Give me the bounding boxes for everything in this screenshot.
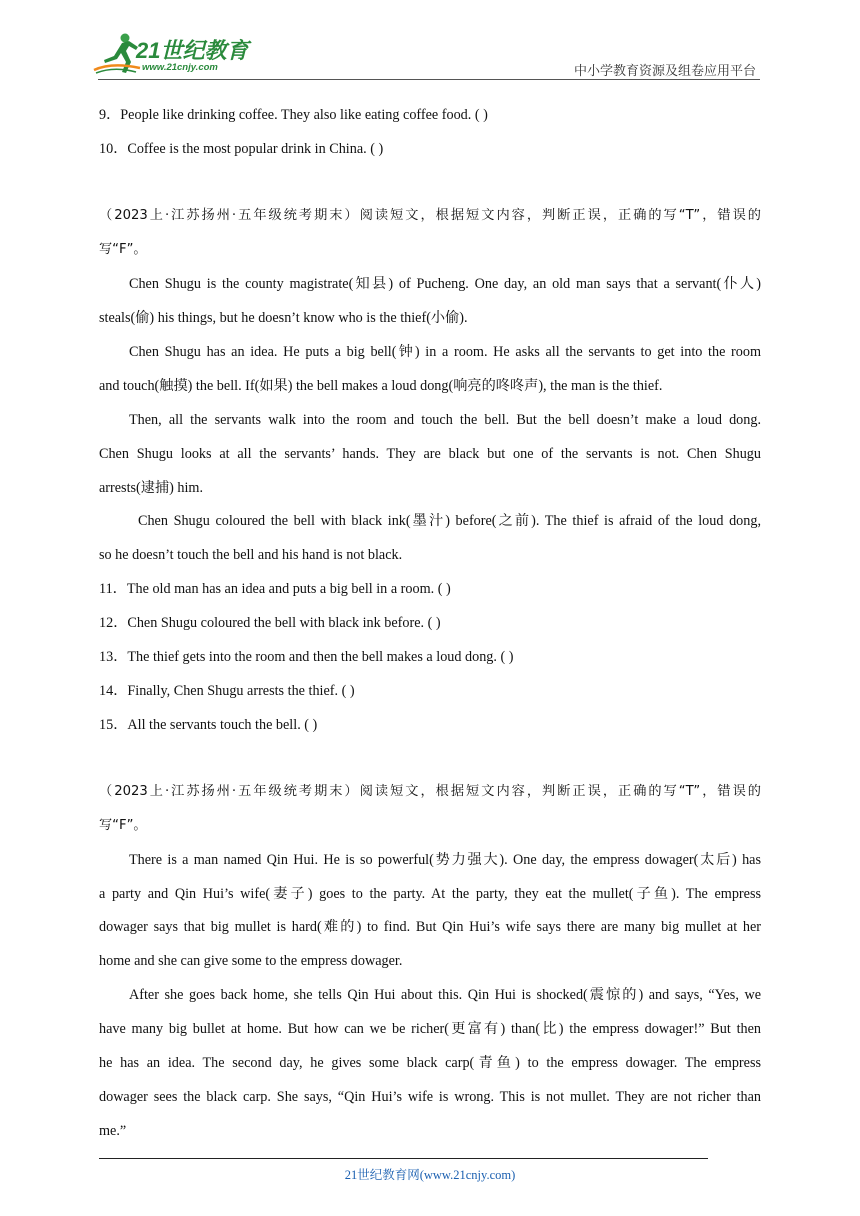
- passage-line: and touch(触摸) the bell. If(如果) the bell makes a loud dong(响亮的咚咚声), the man is the thief.: [99, 378, 663, 394]
- passage-line: steals(偷) his things, but he doesn’t know who is the thief(小偷).: [99, 310, 468, 326]
- question-11: 11．The old man has an idea and puts a big bell in a room. ( ): [99, 581, 451, 597]
- section-instruction: （2023上·江苏扬州·五年级统考期末）阅读短文，根据短文内容，判断正误，正确的写“T”，错误的: [99, 784, 761, 799]
- platform-title: 中小学教育资源及组卷应用平台: [573, 64, 756, 79]
- passage-line: Chen Shugu coloured the bell with black ink(墨汁) before(之前). The thief is afraid of the loud dong,: [138, 513, 761, 529]
- passage-line: Chen Shugu is the county magistrate(知县) of Pucheng. One day, an old man says that a servant(仆人): [129, 276, 761, 292]
- passage-line: dowager says that big mullet is hard(难的) to find. But Qin Hui’s wife says there are many big mullet at her: [99, 919, 761, 935]
- page-header: [0, 0, 860, 82]
- passage-line: me.”: [99, 1123, 127, 1139]
- question-14: 14．Finally, Chen Shugu arrests the thief. ( ): [99, 683, 355, 699]
- passage-line: have many big bullet at home. But how can we be richer(更富有) than(比) the empress dowager!” But then: [99, 1021, 761, 1037]
- passage-line: Chen Shugu looks at all the servants’ hands. They are black but one of the servants is not. Chen Shugu: [99, 446, 761, 462]
- passage-line: dowager sees the black carp. She says, “Qin Hui’s wife is wrong. This is not mullet. They are not richer than: [99, 1089, 761, 1105]
- passage-line: Then, all the servants walk into the room and touch the bell. But the bell doesn’t make a loud dong.: [129, 412, 761, 428]
- section-instruction-cont: 写“F”。: [99, 818, 147, 833]
- question-12: 12．Chen Shugu coloured the bell with black ink before. ( ): [99, 615, 441, 631]
- brand-name: 21世纪教育: [136, 38, 249, 63]
- passage-line: so he doesn’t touch the bell and his hand is not black.: [99, 547, 403, 563]
- runner-logo-icon: [92, 32, 142, 76]
- section-instruction: （2023上·江苏扬州·五年级统考期末）阅读短文，根据短文内容，判断正误，正确的写“T”，错误的: [99, 208, 761, 223]
- passage-line: home and she can give some to the empress dowager.: [99, 953, 403, 969]
- header-divider: [98, 79, 760, 80]
- passage-line: There is a man named Qin Hui. He is so powerful(势力强大). One day, the empress dowager(太后) has: [129, 852, 761, 868]
- logo: [92, 32, 262, 78]
- passage-line: he has an idea. The second day, he gives some black carp(青鱼) to the empress dowager. The empress: [99, 1055, 761, 1071]
- footer-link[interactable]: 21世纪教育网(www.21cnjy.com): [344, 1168, 516, 1182]
- question-13: 13．The thief gets into the room and then the bell makes a loud dong. ( ): [99, 649, 514, 665]
- brand-url: www.21cnjy.com: [142, 62, 218, 73]
- section-instruction-cont: 写“F”。: [99, 242, 147, 257]
- footer-divider: [99, 1158, 708, 1159]
- question-15: 15．All the servants touch the bell. ( ): [99, 717, 318, 733]
- passage-line: a party and Qin Hui’s wife(妻子) goes to the party. At the party, they eat the mullet(子鱼). The empress: [99, 886, 761, 902]
- question-10: 10．Coffee is the most popular drink in China. ( ): [99, 141, 384, 157]
- passage-line: arrests(逮捕) him.: [99, 480, 204, 496]
- passage-line: After she goes back home, she tells Qin Hui about this. Qin Hui is shocked(震惊的) and says, “Yes, we: [129, 987, 761, 1003]
- question-9: 9．People like drinking coffee. They also like eating coffee food. ( ): [99, 107, 488, 123]
- passage-line: Chen Shugu has an idea. He puts a big bell(钟) in a room. He asks all the servants to get into the room: [129, 344, 761, 360]
